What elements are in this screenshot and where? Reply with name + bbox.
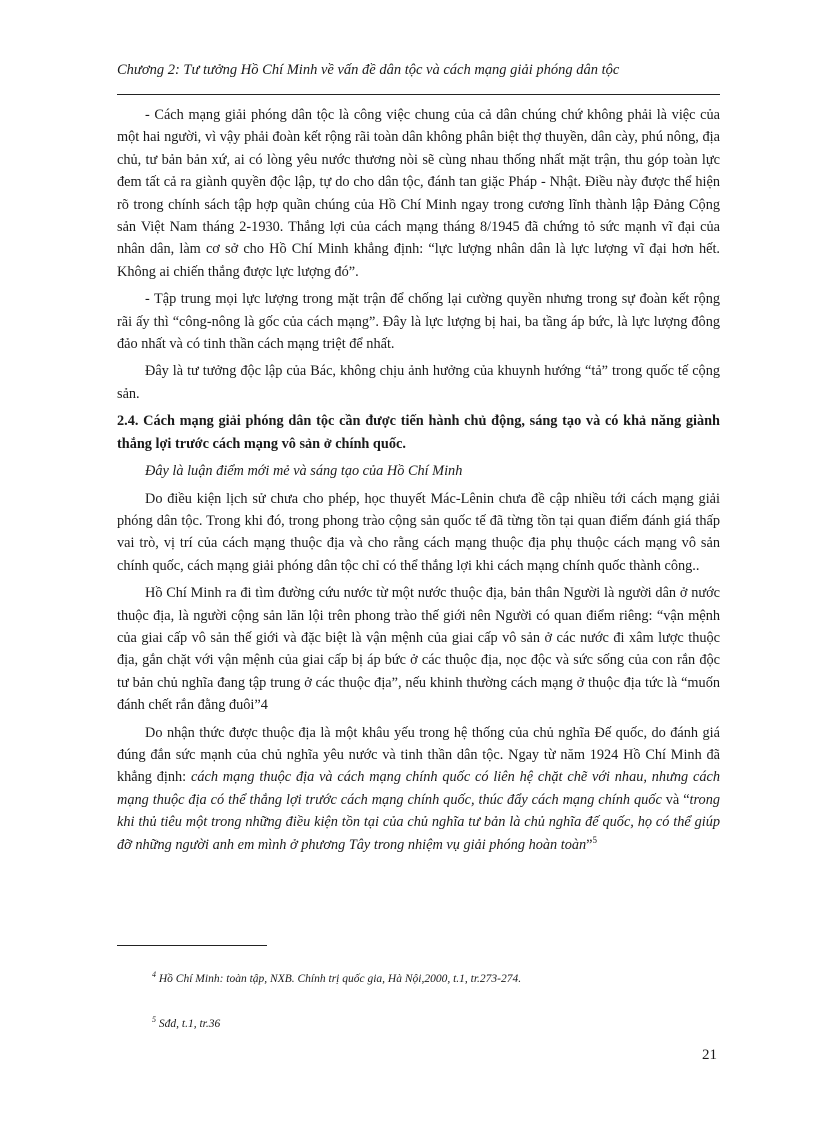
paragraph-5: Hồ Chí Minh ra đi tìm đường cứu nước từ một nước thuộc địa, bản thân Người là người dân ở nước thuộc địa, là người cộng sản lăn lội trên phong trào thế giới nên Người có quan điểm riêng: “vận mệnh của giai cấp vô sản thế giới và đặc biệt là vận mệnh của giai cấp vô sản ở các nước đi xâm lược thuộc địa, gắn chặt với vận mệnh của giai cấp bị áp bức ở các thuộc địa, nọc độc và sức sống của con rắn độc tư bản chủ nghĩa đang tập trung ở các thuộc địa”, nếu khinh thường cách mạng ở thuộc địa tức là “muốn đánh chết rắn đằng đuôi”4 (117, 585, 720, 714)
paragraph-3: Đây là tư tưởng độc lập của Bác, không chịu ảnh hưởng của khuynh hướng “tả” trong quốc tế cộng sản. (117, 363, 720, 402)
section-heading: 2.4. Cách mạng giải phóng dân tộc cần được tiến hành chủ động, sáng tạo và có khả năng giành thắng lợi trước cách mạng vô sản ở chính quốc. (117, 413, 720, 452)
header-divider (117, 94, 720, 95)
paragraph-6 (117, 722, 720, 856)
paragraph-6-close-quote: ” (586, 836, 593, 853)
footnote-4 (152, 972, 521, 987)
paragraph-6-quote-1: cách mạng thuộc địa và cách mạng chính quốc có liên hệ chặt chẽ với nhau, nhưng cách mạng thuộc địa có thể thắng lợi trước cách mạng chính quốc, thúc đẩy cách mạng chính quốc (117, 769, 720, 808)
paragraph-6-connector: và “ (661, 791, 690, 808)
footnote-5 (152, 1017, 220, 1032)
footnote-5-number: 5 (152, 1015, 156, 1025)
footnote-5-text: Sđd, t.1, tr.36 (158, 1018, 221, 1030)
paragraph-6-quote-2: trong khi thủ tiêu một trong những điều kiện tồn tại của chủ nghĩa tư bản là chủ nghĩa đế quốc, họ có thể giúp đỡ những người anh em mình ở phương Tây trong nhiệm vụ giải phóng hoàn toàn (117, 791, 720, 853)
running-header: Chương 2: Tư tưởng Hồ Chí Minh về vấn đề dân tộc và cách mạng giải phóng dân tộc (117, 62, 620, 78)
paragraph-1: - Cách mạng giải phóng dân tộc là công việc chung của cả dân chúng chứ không phải là việc của một hai người, vì vậy phải đoàn kết rộng rãi toàn dân không phân biệt thợ thuyền, dân cày, phú nông, địa chủ, tư bản bản xứ, ai có lòng yêu nước thương nòi sẽ cùng nhau thống nhất mặt trận, thu góp toàn lực đem tất cả ra giành quyền độc lập, tự do cho dân tộc, đánh tan giặc Pháp - Nhật. Điều này được thể hiện rõ trong chính sách tập hợp quần chúng của Hồ Chí Minh ngay trong cương lĩnh thành lập Đảng Cộng sản Việt Nam tháng 2-1930. Thắng lợi của cách mạng tháng 8/1945 đã chứng tỏ sức mạnh vĩ đại của nhân dân, làm cơ sở cho Hồ Chí Minh khẳng định: “lực lượng nhân dân là lực lượng vĩ đại hơn hết. Không ai chiến thắng được lực lượng đó”. (117, 107, 720, 280)
paragraph-6-intro: Do nhận thức được thuộc địa là một khâu yếu trong hệ thống của chủ nghĩa Đế quốc, do đánh giá đúng đắn sức mạnh của chủ nghĩa yêu nước và tinh thần dân tộc. Ngay từ năm 1924 Hồ Chí Minh đã khẳng định: (117, 724, 720, 786)
paragraph-2: - Tập trung mọi lực lượng trong mặt trận để chống lại cường quyền nhưng trong sự đoàn kết rộng rãi ấy thì “công-nông là gốc của cách mạng”. Đây là lực lượng bị hai, ba tầng áp bức, là lực lượng đông đảo nhất và có tinh thần cách mạng triệt để nhất. (117, 291, 720, 353)
footnote-ref-5: 5 (592, 834, 598, 845)
footnote-4-text: Hồ Chí Minh: toàn tập, NXB. Chính trị quốc gia, Hà Nội,2000, t.1, tr.273-274. (158, 973, 522, 985)
section-subtitle: Đây là luận điểm mới mẻ và sáng tạo của Hồ Chí Minh (145, 463, 463, 480)
page-number: 21 (702, 1047, 717, 1063)
footnote-divider (117, 945, 267, 946)
page-body (117, 104, 720, 861)
footnote-4-number: 4 (152, 970, 156, 980)
paragraph-4: Do điều kiện lịch sử chưa cho phép, học thuyết Mác-Lênin chưa đề cập nhiều tới cách mạng giải phóng dân tộc. Trong khi đó, trong phong trào cộng sản quốc tế đã từng tồn tại quan điểm đánh giá thấp vai trò, vị trí của cách mạng thuộc địa và cho rằng cách mạng thuộc địa phụ thuộc cách mạng vô sản chính quốc, cách mạng giải phóng dân tộc chỉ có thể thắng lợi khi cách mạng chính quốc thành công.. (117, 490, 720, 574)
